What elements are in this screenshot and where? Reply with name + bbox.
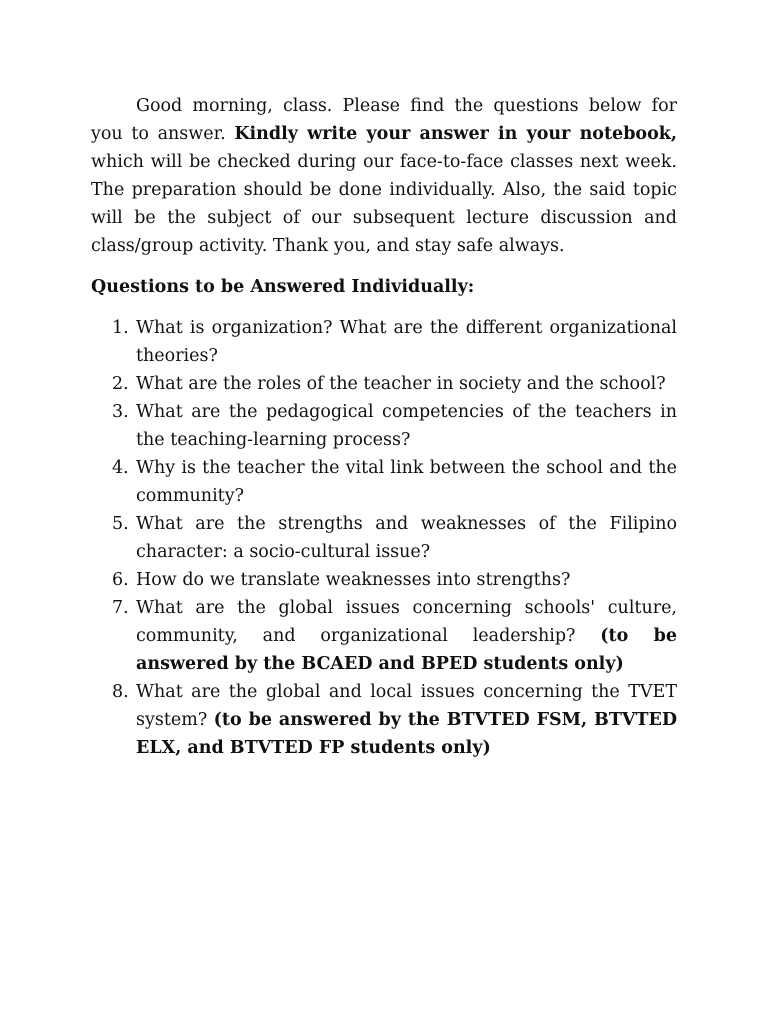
question-text: How do we translate weaknesses into strengths? xyxy=(136,570,571,590)
question-number: 3. xyxy=(112,402,129,422)
intro-text-end: which will be checked during our face-to-face classes next week. The preparation should be done individually. Also, the said topic will be the subject of our subsequent lecture discussion and class/group activity. Thank you, and stay safe always. xyxy=(91,152,677,256)
question-number: 8. xyxy=(112,682,129,702)
intro-paragraph xyxy=(91,92,677,260)
question-number: 1. xyxy=(112,318,129,338)
questions-heading: Questions to be Answered Individually: xyxy=(91,277,475,297)
question-item-6 xyxy=(91,566,677,594)
question-item-7 xyxy=(91,594,677,678)
question-number: 4. xyxy=(112,458,129,478)
question-text: What are the global and local issues concerning the TVET system? xyxy=(136,682,677,730)
question-number: 2. xyxy=(112,374,129,394)
question-text: Why is the teacher the vital link between the school and the community? xyxy=(136,458,677,506)
question-text: What are the global issues concerning schools' culture, community, and organizational leadership? xyxy=(136,598,677,646)
question-item-1 xyxy=(91,314,677,370)
question-note: (to be answered by the BTVTED FSM, BTVTED ELX, and BTVTED FP students only) xyxy=(136,710,677,758)
question-number: 6. xyxy=(112,570,129,590)
question-item-4 xyxy=(91,454,677,510)
question-text: What is organization? What are the different organizational theories? xyxy=(136,318,677,366)
question-note: (to be answered by the BCAED and BPED students only) xyxy=(136,626,677,674)
question-item-2 xyxy=(91,370,677,398)
questions-list xyxy=(91,314,677,762)
question-text: What are the roles of the teacher in society and the school? xyxy=(136,374,666,394)
intro-text-start: Good morning, class. Please find the questions below for you to answer. xyxy=(91,96,677,144)
question-text: What are the strengths and weaknesses of the Filipino character: a socio-cultural issue? xyxy=(136,514,677,562)
question-item-5 xyxy=(91,510,677,566)
question-text: What are the pedagogical competencies of the teachers in the teaching-learning process? xyxy=(136,402,677,450)
question-number: 7. xyxy=(112,598,129,618)
question-number: 5. xyxy=(112,514,129,534)
document-page xyxy=(91,92,677,762)
question-item-3 xyxy=(91,398,677,454)
question-item-8 xyxy=(91,678,677,762)
intro-bold-instruction: Kindly write your answer in your notebook, xyxy=(234,124,677,144)
